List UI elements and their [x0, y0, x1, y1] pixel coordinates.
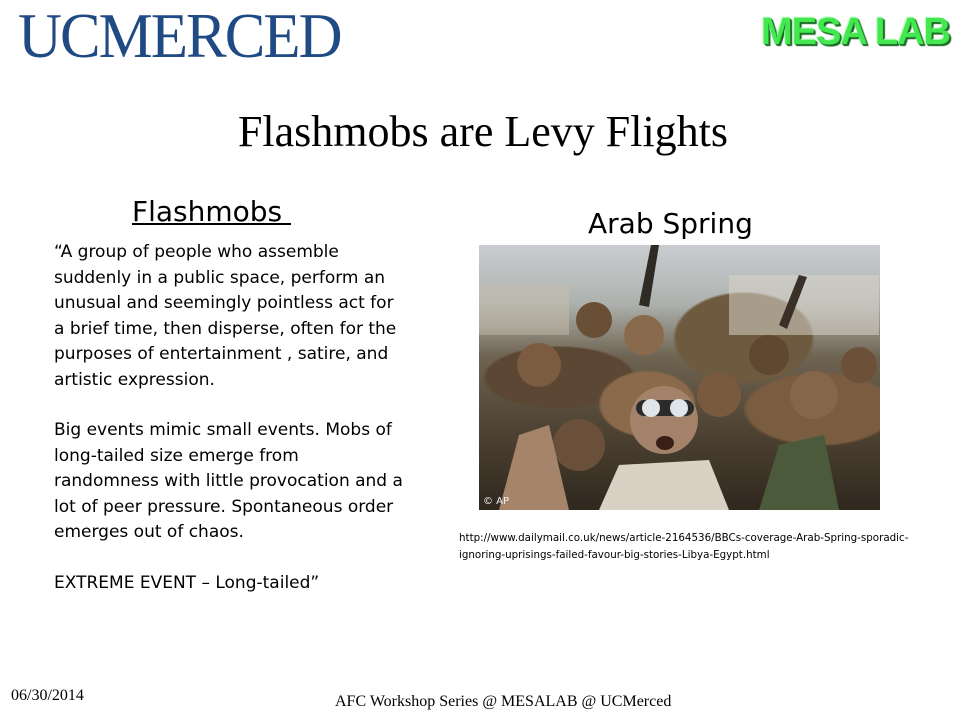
- ucmerced-logo: UCMERCED: [18, 0, 341, 71]
- arab-spring-photo: [479, 245, 880, 510]
- photo-credit: © AP: [483, 496, 510, 507]
- mesa-lab-logo: MESA LAB: [760, 11, 950, 53]
- footer-date: 06/30/2014: [11, 687, 84, 704]
- flashmobs-description: [54, 240, 404, 596]
- arab-spring-heading: Arab Spring: [588, 207, 753, 240]
- flashmobs-heading: Flashmobs: [132, 195, 292, 228]
- slide-title: Flashmobs are Levy Flights: [237, 107, 729, 156]
- extreme-event-line: EXTREME EVENT – Long-tailed”: [54, 572, 320, 593]
- source-link[interactable]: http://www.dailymail.co.uk/news/article-2164536/BBCs-coverage-Arab-Spring-sporadic-ignoring-uprisings-failed-favour-big-stories-Libya-Egypt.html: [459, 532, 909, 561]
- footer-series: AFC Workshop Series @ MESALAB @ UCMerced: [335, 693, 672, 710]
- big-events-paragraph: Big events mimic small events. Mobs of long-tailed size emerge from randomness with little provocation and a lot of peer pressure. Spontaneous order emerges out of chaos.: [54, 420, 403, 542]
- definition-quote: “A group of people who assemble suddenly in a public space, perform an unusual and seemingly pointless act for a brief time, then disperse, often for the purposes of entertainment , satire, and artistic expression.: [54, 242, 397, 390]
- crowd-illustration: [479, 245, 880, 510]
